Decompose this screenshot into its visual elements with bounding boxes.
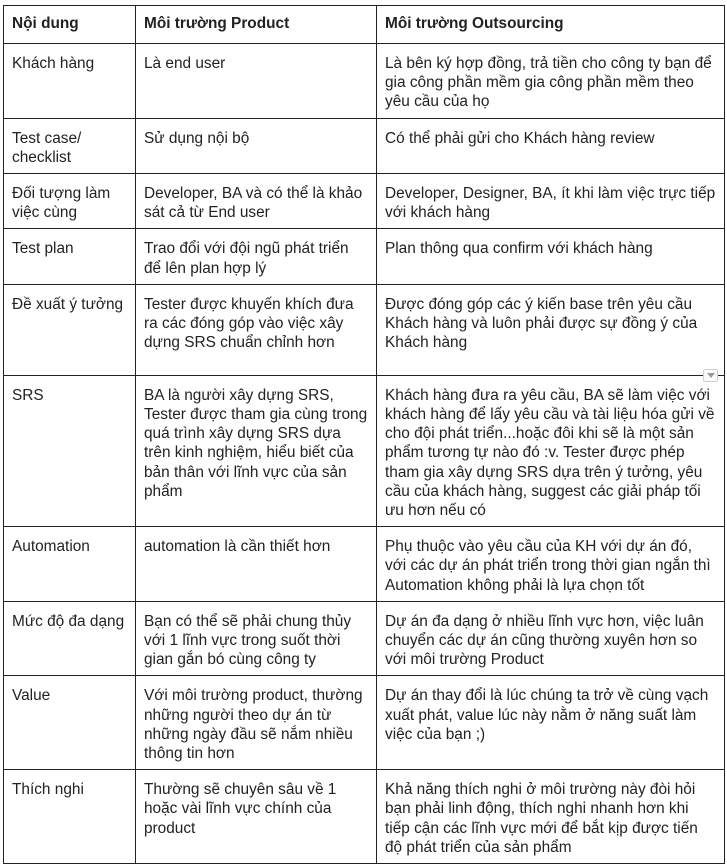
table-row (4, 44, 725, 119)
row-product: Developer, BA và có thể là khảo sát cả từ End user (136, 174, 377, 229)
table-row (4, 118, 725, 173)
table-row (4, 527, 725, 602)
header-topic: Nội dung (4, 6, 136, 44)
comparison-table (3, 5, 725, 864)
row-product: Thường sẽ chuyên sâu về 1 hoặc vài lĩnh vực chính của product (136, 770, 377, 864)
table-row (4, 229, 725, 284)
row-outsourcing: Là bên ký hợp đồng, trả tiền cho công ty bạn để gia công phần mềm gia công phần mềm theo yêu cầu của họ (377, 44, 725, 119)
row-outsourcing: Dự án thay đổi là lúc chúng ta trở về cùng vạch xuất phát, value lúc này nằm ở năng suất làm việc của bạn ;) (377, 676, 725, 770)
row-outsourcing: Developer, Designer, BA, ít khi làm việc trực tiếp với khách hàng (377, 174, 725, 229)
row-product: Trao đổi với đội ngũ phát triển để lên plan hợp lý (136, 229, 377, 284)
cell-dropdown-marker[interactable] (703, 369, 718, 382)
row-topic: Mức độ đa dạng (4, 601, 136, 676)
row-topic: Thích nghi (4, 770, 136, 864)
row-topic: Test case/ checklist (4, 118, 136, 173)
row-product: automation là cần thiết hơn (136, 527, 377, 602)
header-product: Môi trường Product (136, 6, 377, 44)
row-topic: Automation (4, 527, 136, 602)
table-row (4, 601, 725, 676)
row-outsourcing: Được đóng góp các ý kiến base trên yêu cầu Khách hàng và luôn phải được sự đồng ý của Khách hàng (377, 284, 725, 375)
header-row (4, 6, 725, 44)
row-topic: Đề xuất ý tưởng (4, 284, 136, 375)
row-product: Với môi trường product, thường những người theo dự án từ những ngày đầu sẽ nắm nhiều thông tin hơn (136, 676, 377, 770)
table-row (4, 174, 725, 229)
row-product: Là end user (136, 44, 377, 119)
row-topic: Test plan (4, 229, 136, 284)
row-topic: Đối tượng làm việc cùng (4, 174, 136, 229)
chevron-down-icon (707, 373, 715, 378)
table-row (4, 284, 725, 375)
table-row (4, 375, 725, 526)
row-product: Bạn có thể sẽ phải chung thủy với 1 lĩnh vực trong suốt thời gian gắn bó cùng công ty (136, 601, 377, 676)
table-row (4, 676, 725, 770)
row-product: Sử dụng nội bộ (136, 118, 377, 173)
row-product: BA là người xây dựng SRS, Tester được tham gia cùng trong quá trình xây dựng SRS dựa trên kinh nghiệm, hiểu biết của bản thân với lĩnh vực của sản phẩm (136, 375, 377, 526)
row-outsourcing: Plan thông qua confirm với khách hàng (377, 229, 725, 284)
row-product: Tester được khuyến khích đưa ra các đóng góp vào việc xây dựng SRS chuẩn chỉnh hơn (136, 284, 377, 375)
table-row (4, 770, 725, 864)
row-outsourcing: Có thể phải gửi cho Khách hàng review (377, 118, 725, 173)
row-outsourcing: Phụ thuộc vào yêu cầu của KH với dự án đó, với các dự án phát triển trong thời gian ngắn thì Automation không phải là lựa chọn tốt (377, 527, 725, 602)
row-outsourcing: Khách hàng đưa ra yêu cầu, BA sẽ làm việc với khách hàng để lấy yêu cầu và tài liệu hóa gửi về cho đội phát triển...hoặc đôi khi sẽ là một sản phẩm tương tự nào đó :v. Tester được phép tham gia xây dựng SRS dựa trên ý tưởng, yêu cầu của khách hàng, suggest các giải pháp tối ưu hơn nếu có (377, 375, 725, 526)
row-outsourcing: Dự án đa dạng ở nhiều lĩnh vực hơn, việc luân chuyển các dự án cũng thường xuyên hơn so với môi trường Product (377, 601, 725, 676)
row-topic: SRS (4, 375, 136, 526)
row-topic: Khách hàng (4, 44, 136, 119)
row-outsourcing: Khả năng thích nghi ở môi trường này đòi hỏi bạn phải linh động, thích nghi nhanh hơn khi tiếp cận các lĩnh vực mới để bắt kịp được tiến độ phát triển của sản phẩm (377, 770, 725, 864)
row-topic: Value (4, 676, 136, 770)
header-outsourcing: Môi trường Outsourcing (377, 6, 725, 44)
